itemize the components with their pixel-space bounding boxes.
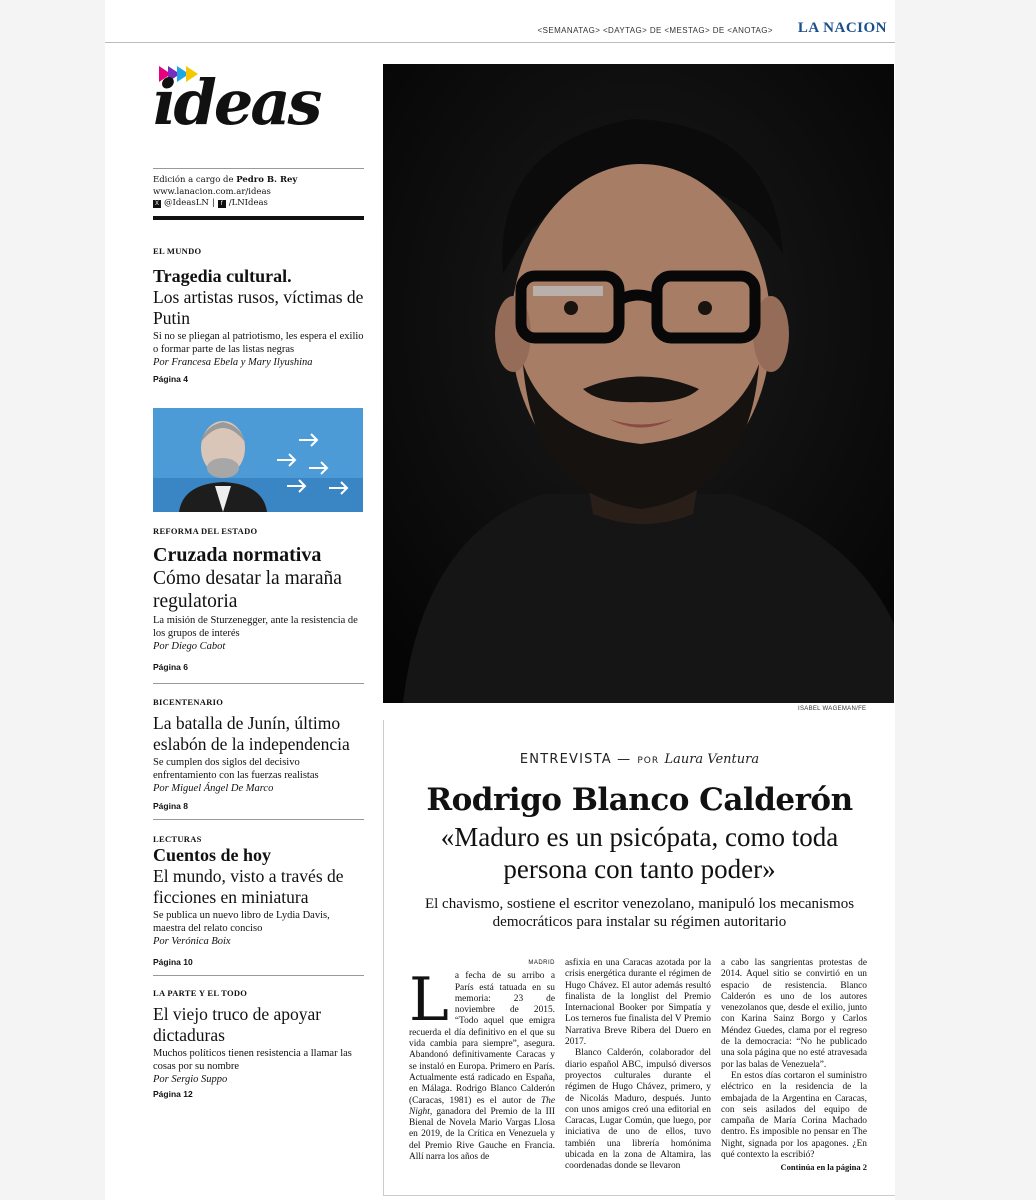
x-handle[interactable]: @IdeasLN <box>164 198 209 208</box>
item-subtitle: Cómo desatar la maraña regulatoria <box>153 567 342 612</box>
item-subtitle: El mundo, visto a través de ficciones en miniatura <box>153 865 344 907</box>
article-headline[interactable]: Rodrigo Blanco Calderón <box>426 782 853 818</box>
section-logo[interactable] <box>153 58 364 158</box>
article-subhead: El chavismo, sostiene el escritor venezolano, manipuló los mecanismos democráticos para instalar su régimen autoritario <box>424 896 855 930</box>
section-label: BICENTENARIO <box>153 696 224 707</box>
article-kicker <box>384 752 895 767</box>
newspaper-page <box>105 0 895 1200</box>
item-byline: Por Miguel Ángel De Marco <box>153 782 274 794</box>
continue-link[interactable]: Continúa en la página 2 <box>780 1162 867 1173</box>
section-label: LECTURAS <box>153 833 202 844</box>
item-page: Página 8 <box>153 800 188 811</box>
edition-credits <box>153 168 364 210</box>
kicker-label: ENTREVISTA — <box>519 752 632 767</box>
item-deck: La misión de Sturzenegger, ante la resistencia de los grupos de interés <box>153 614 358 639</box>
item-subtitle: El viejo truco de apoyar dictaduras <box>153 1003 322 1045</box>
section-label: LA PARTE Y EL TODO <box>153 987 248 998</box>
body-paragraph: Blanco Calderón, colaborador del diario español ABC, impulsó diversos proyectos culturales durante el régimen de Hugo Chávez, primero, y de Nicolás Maduro, después. Junto con unos amigos creó una editorial en Caracas, Lugar Común, que luego, por iniciativa de uno de ellos, tuvo también una librería homónima ubicada en la zona de Altamira, las coordenadas donde se llevaron <box>565 1048 711 1172</box>
sidebar-item-el-mundo[interactable] <box>153 220 364 384</box>
item-byline: Por Francesa Ebela y Mary Ilyushina <box>153 356 313 368</box>
item-page: Página 4 <box>153 373 188 384</box>
brand-logo[interactable]: LA NACION <box>797 20 887 36</box>
body-column-3 <box>721 958 867 1174</box>
edited-by-label: Edición a cargo de <box>153 175 234 185</box>
sidebar-item-la-parte-y-el-todo[interactable] <box>153 976 364 1099</box>
author-name[interactable]: Laura Ventura <box>664 752 760 767</box>
body-column-2 <box>565 958 711 1173</box>
masthead <box>105 20 895 42</box>
item-page: Página 10 <box>153 956 193 967</box>
body-column-1 <box>409 958 555 1163</box>
item-title: Cruzada normativa <box>153 543 322 566</box>
item-byline: Por Sergio Suppo <box>153 1073 228 1085</box>
book-title: The Night <box>409 1095 555 1117</box>
sidebar-item-bicentenario[interactable] <box>153 684 364 811</box>
section-logo-text: ideas <box>153 66 320 139</box>
portrait-with-arrows-icon <box>153 408 363 512</box>
photo-credit: ISABEL WAGEMAN/FE <box>798 706 867 712</box>
body-text: , ganadora del Premio de la III Bienal de Novela Mario Vargas Llosa en 2019, de la Crítica en Venezuela y del Premio Rive Gauche en Francia. Allí narra los años de <box>409 1106 555 1163</box>
por-label: POR <box>637 756 660 766</box>
sidebar <box>153 58 364 1099</box>
x-icon: X <box>154 200 159 207</box>
item-deck: Si no se pliegan al patriotismo, les espera el exilio o formar parte de las listas negras <box>153 330 364 355</box>
item-subtitle: Los artistas rusos, víctimas de Putin <box>153 286 364 328</box>
item-byline: Por Verónica Boix <box>153 935 231 947</box>
item-page: Página 6 <box>153 661 188 672</box>
sidebar-item-reforma[interactable] <box>153 512 364 672</box>
item-subtitle: La batalla de Junín, último eslabón de la independencia <box>153 712 350 754</box>
editor-name: Pedro B. Rey <box>236 175 298 185</box>
item-byline: Por Diego Cabot <box>153 640 226 652</box>
portrait-photo-icon <box>383 64 894 703</box>
section-url[interactable]: www.lanacion.com.ar/ideas <box>153 186 271 197</box>
item-deck: Muchos políticos tienen resistencia a llamar las cosas por su nombre <box>153 1047 352 1072</box>
item-title: Cuentos de hoy <box>153 844 272 865</box>
item-title: Tragedia cultural. <box>153 265 292 286</box>
body-paragraph: asfixia en una Caracas azotada por la crisis energética durante el régimen de Hugo Chávez. El autor además resultó finalista de la longlist del Premio Internacional Booker por Simpatía y Los terneros fue finalista del V Premio Narrativa Breve Ribera del Duero en 2017. <box>565 958 711 1048</box>
section-label: REFORMA DEL ESTADO <box>153 525 258 536</box>
date-line: <SEMANATAG> <DAYTAG> DE <MESTAG> DE <ANOTAG> <box>537 26 773 35</box>
body-paragraph: a cabo las sangrientas protestas de 2014. Aquel sitio se convirtió en un espacio de resistencia. Blanco Calderón es uno de los autores venezolanos que, desde el exilio, junto con Karina Sainz Borgo y Carlos Méndez Guedes, clama por el regreso de la democracia: “No he publicado una sola página que no esté atravesada por las balas de Venezuela”. <box>721 958 867 1070</box>
article-quote: «Maduro es un psicópata, como toda persona con tanto poder» <box>440 822 839 884</box>
facebook-icon: f <box>218 200 226 208</box>
social-links: X @IdeasLN | f /LNIdeas <box>154 198 268 208</box>
sidebar-item-lecturas[interactable] <box>153 820 364 967</box>
body-text: a fecha de su arribo a París está tatuada en su memoria: 23 de noviembre de 2015. “Todo aquel que emigra recuerda el día definitivo en el que su vida cambia para siempre”, asegura. Abandonó definitivamente Caracas y se instaló en Europa. Primero en París. Actualmente está radicado en España, en Málaga. Rodrigo Blanco Calderón (Caracas, 1981) es el autor de <box>409 971 555 1106</box>
dateline: MADRID <box>528 960 555 966</box>
masthead-rule <box>105 42 895 43</box>
article-body <box>409 958 867 1188</box>
interview-photo <box>383 64 894 703</box>
body-paragraph: En estos días cortaron el suministro eléctrico en la residencia de la embajada de la Argentina en Caracas, con seis asilados del equipo de campaña de María Corina Machado dentro. Es imposible no pensar en The Night, signada por los apagones. ¿En qué contexto la escribió? <box>721 1070 867 1161</box>
section-label: EL MUNDO <box>153 245 202 256</box>
reform-thumbnail[interactable] <box>153 408 363 512</box>
item-deck: Se publica un nuevo libro de Lydia Davis, maestra del relato conciso <box>153 909 330 934</box>
main-article <box>383 720 895 1196</box>
item-page: Página 12 <box>153 1088 193 1099</box>
facebook-handle[interactable]: /LNIdeas <box>228 198 268 208</box>
item-deck: Se cumplen dos siglos del decisivo enfrentamiento con las fuerzas realistas <box>153 756 319 781</box>
drop-cap: L <box>409 965 449 1036</box>
